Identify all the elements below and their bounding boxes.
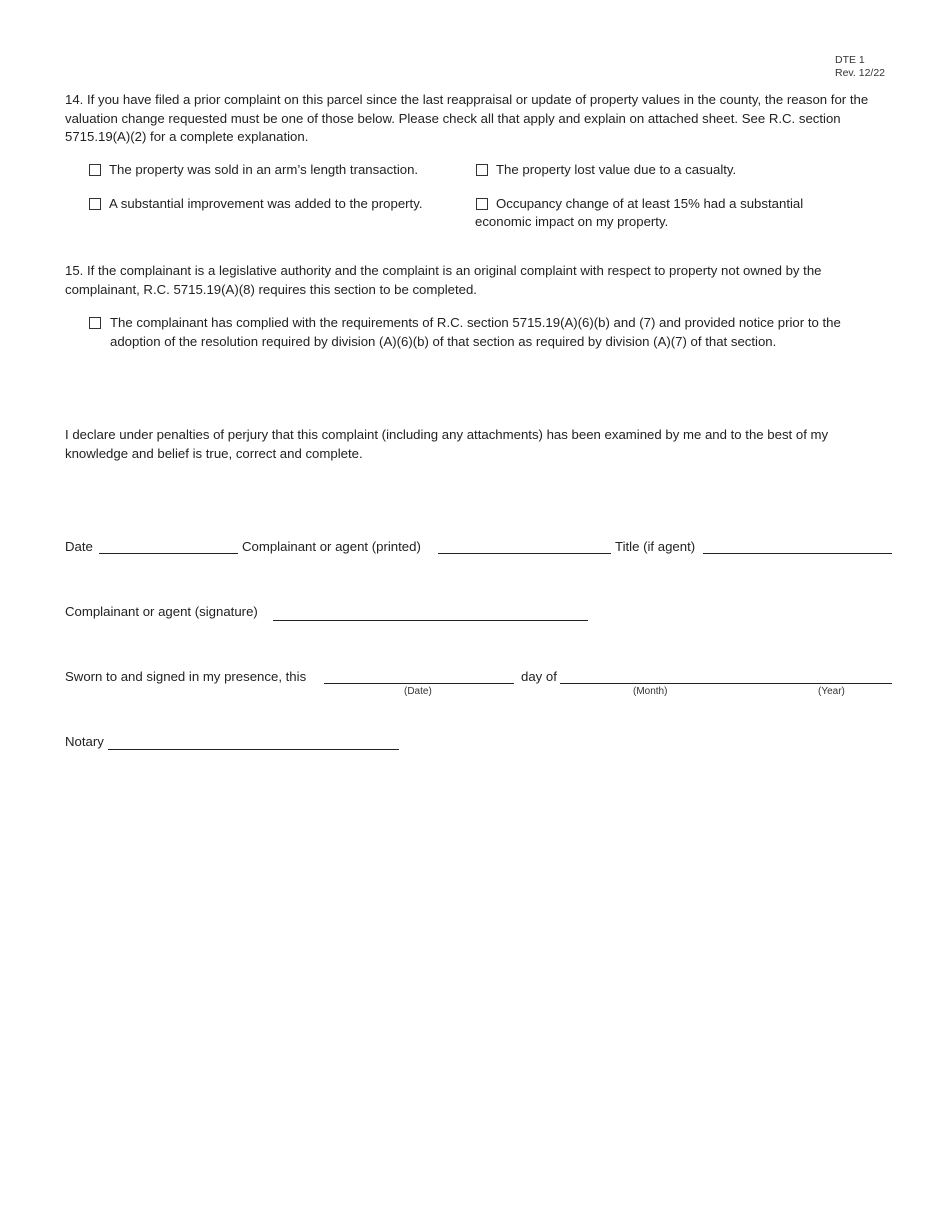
- option-complainant-complied: The complainant has complied with the requirements of R.C. section 5715.19(A)(6)(b) and (7) and provided notice prior to the adoption of the resolution required by division (A)(6)(b) of that section as required by division (A)(7) of that section.: [110, 315, 841, 349]
- month-year-field[interactable]: [560, 666, 892, 684]
- notary-field[interactable]: [108, 732, 399, 750]
- option-sold-arms-length: The property was sold in an arm’s length transaction.: [109, 162, 419, 177]
- sworn-date-field[interactable]: [324, 666, 514, 684]
- option-casualty: The property lost value due to a casualty.: [496, 162, 737, 177]
- day-of-label: day of: [521, 669, 557, 684]
- form-id: [835, 54, 885, 79]
- checkbox-substantial-improvement[interactable]: [89, 198, 101, 210]
- signature-label: Complainant or agent (signature): [65, 604, 258, 619]
- month-caption: (Month): [633, 686, 668, 697]
- checkbox-sold-arms-length[interactable]: [89, 164, 101, 176]
- option-substantial-improvement: A substantial improvement was added to the property.: [109, 196, 423, 211]
- perjury-declaration: I declare under penalties of perjury that this complaint (including any attachments) has been examined by me and to the best of my knowledge and belief is true, correct and complete.: [65, 427, 829, 461]
- option-occupancy-change: Occupancy change of at least 15% had a substantial economic impact on my property.: [475, 196, 804, 229]
- checkbox-casualty[interactable]: [476, 164, 488, 176]
- complainant-printed-label: Complainant or agent (printed): [242, 539, 421, 554]
- complainant-printed-field[interactable]: [438, 536, 611, 554]
- year-caption: (Year): [818, 686, 845, 697]
- notary-label: Notary: [65, 734, 104, 749]
- sworn-label: Sworn to and signed in my presence, this: [65, 669, 307, 684]
- title-field[interactable]: [703, 536, 892, 554]
- section-15-text: 15. If the complainant is a legislative authority and the complaint is an original complaint with respect to property not owned by the complainant, R.C. 5715.19(A)(8) requires this section to be completed.: [65, 263, 822, 297]
- section-14-text: 14. If you have filed a prior complaint on this parcel since the last reappraisal or update of property values in the county, the reason for the valuation change requested must be one of those below. Please check all that apply and explain on attached sheet. See R.C. section 5715.19(A)(2) for a complete explanation.: [65, 92, 869, 144]
- title-label: Title (if agent): [615, 539, 696, 554]
- date-field[interactable]: [99, 536, 238, 554]
- date-label: Date: [65, 539, 93, 554]
- date-caption: (Date): [404, 686, 432, 697]
- signature-field[interactable]: [273, 603, 588, 621]
- form-code: DTE 1: [835, 54, 865, 66]
- checkbox-complainant-complied[interactable]: [89, 317, 101, 329]
- form-revision: Rev. 12/22: [835, 66, 886, 79]
